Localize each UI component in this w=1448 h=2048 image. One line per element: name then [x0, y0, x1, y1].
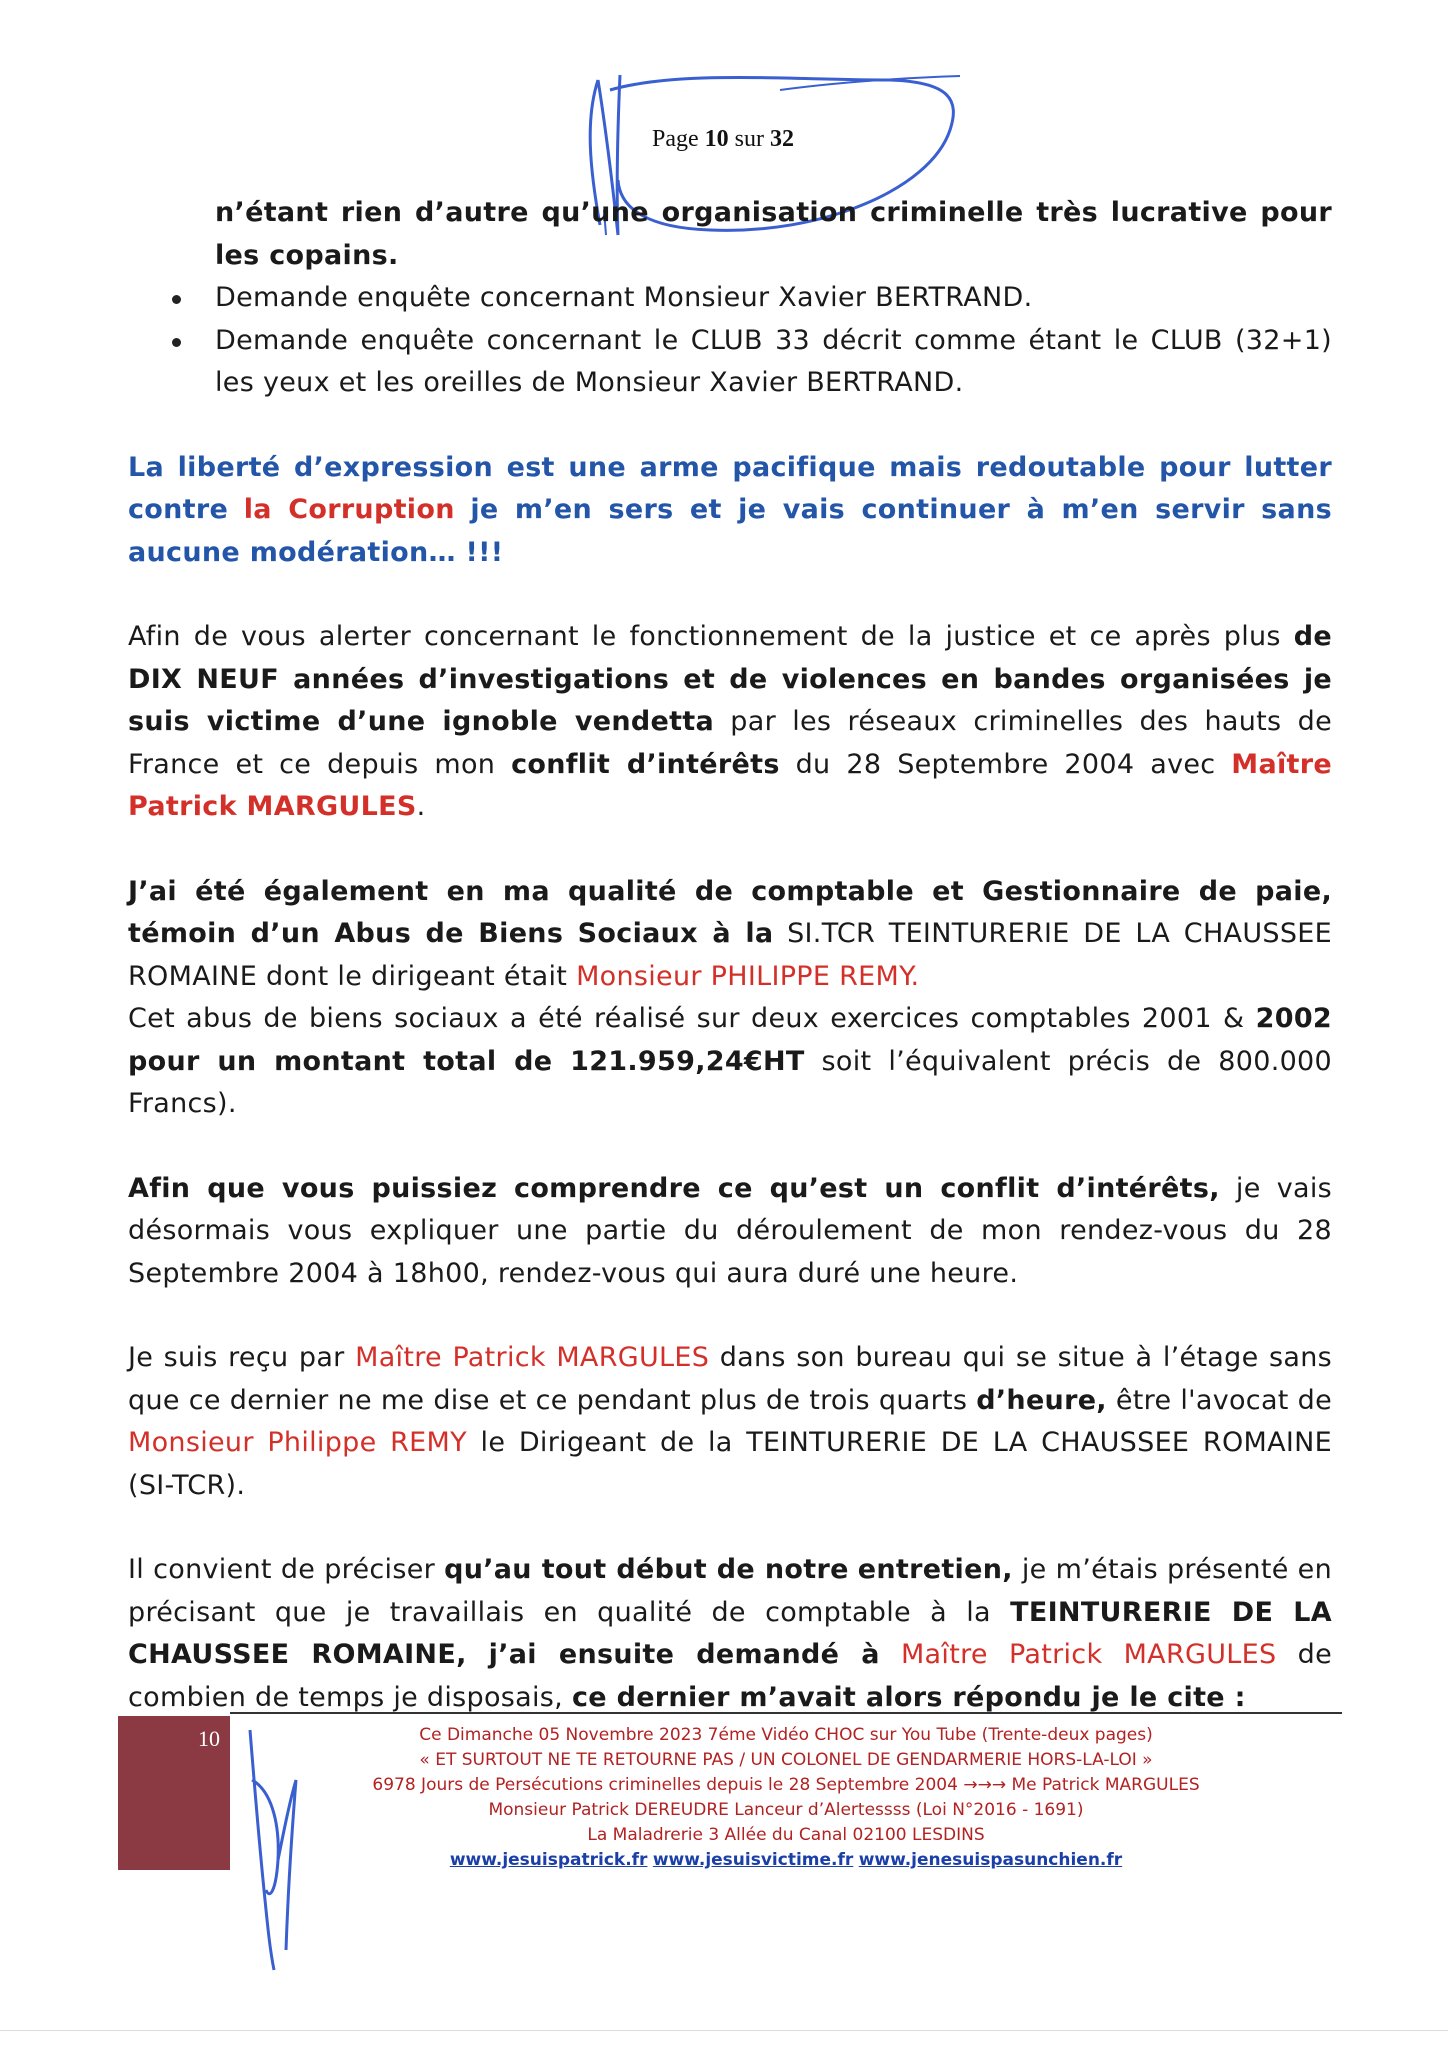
list-item: Demande enquête concernant Monsieur Xavier BERTRAND. — [128, 277, 1332, 320]
page-label: Page — [652, 126, 699, 152]
page-sep: sur — [734, 126, 764, 152]
continuation-text-2: copains. — [269, 239, 399, 271]
liberty-text-1: La liberté d’expression est une arme pacifique mais redoutable pour lutter contre — [128, 451, 1332, 525]
abuse-text-1: Cet abus de biens sociaux a été réalisé sur deux exercices comptables 2001 & — [128, 1003, 1245, 1034]
alert-end: . — [416, 791, 426, 822]
liberty-text-2: je m’en sers et je vais continuer à m’en servir sans aucune modération… !!! — [128, 494, 1332, 568]
final-paragraph — [128, 1549, 1332, 1719]
alert-bold-2: conflit d’intérêts — [511, 748, 780, 780]
page-current: 10 — [704, 126, 729, 152]
footer-page-number: 10 — [198, 1726, 220, 1751]
received-bold: d’heure, — [976, 1384, 1107, 1416]
footer-line-1: Ce Dimanche 05 Novembre 2023 7éme Vidéo CHOC sur You Tube (Trente-deux pages) — [419, 1725, 1153, 1745]
conflict-bold: Afin que vous puissiez comprendre ce qu’est un conflit d’intérêts, — [128, 1172, 1220, 1204]
received-text-1: Je suis reçu par — [128, 1342, 345, 1373]
conflict-paragraph — [128, 1168, 1332, 1296]
footer-line-5: La Maladrerie 3 Allée du Canal 02100 LESDINS — [587, 1825, 985, 1845]
abuse-text-2: soit l’équivalent précis de 800.000 Francs). — [128, 1045, 1333, 1119]
final-name: Maître Patrick MARGULES — [900, 1639, 1277, 1670]
footer — [230, 1723, 1342, 1873]
liberty-paragraph — [128, 447, 1332, 575]
footer-divider — [230, 1712, 1342, 1714]
final-text-1: Il convient de préciser — [128, 1554, 436, 1585]
link-jenesuispasunchien[interactable]: www.jenesuispasunchien.fr — [858, 1850, 1123, 1870]
alert-text-3: du 28 Septembre 2004 avec — [795, 748, 1216, 780]
footer-links — [230, 1848, 1342, 1873]
footer-line-2: « ET SURTOUT NE TE RETOURNE PAS / UN COLONEL DE GENDARMERIE HORS-LA-LOI » — [419, 1750, 1153, 1770]
received-name-1: Maître Patrick MARGULES — [355, 1342, 710, 1373]
alert-text-1: Afin de vous alerter concernant le fonctionnement de la justice et ce après plus — [128, 621, 1281, 652]
received-text-2: dans son bureau qui se situe à l’étage sans que ce dernier ne me dise et ce pendant plus de trois quarts — [128, 1342, 1332, 1416]
abuse-bold: 2002 pour un montant total de 121.959,24€HT — [128, 1003, 1332, 1077]
page-bottom-rule — [0, 2030, 1448, 2031]
witness-bold: J’ai été également en ma qualité de comptable et Gestionnaire de paie, témoin d’un Abus de Biens Sociaux à la — [128, 875, 1332, 949]
document-body — [128, 192, 1332, 1719]
alert-bold: de DIX NEUF années d’investigations et de violences en bandes organisées je suis victime d’une ignoble vendetta — [128, 621, 1332, 737]
received-paragraph — [128, 1337, 1332, 1507]
footer-line-4: Monsieur Patrick DEREUDRE Lanceur d’Alertessss (Loi N°2016 - 1691) — [488, 1800, 1084, 1820]
final-bold-3: TEINTURERIE DE LA CHAUSSEE ROMAINE, j’ai ensuite demandé à — [128, 1596, 1332, 1670]
final-bold-2: entretien, — [857, 1554, 1013, 1585]
alert-name: Maître Patrick MARGULES — [128, 748, 1332, 822]
continuation-text-1: n’étant rien d’autre qu’une organisation criminelle très lucrative pour les — [215, 197, 1332, 271]
received-text-3: être l'avocat de — [1115, 1384, 1332, 1416]
final-bold-1: qu’au tout début de notre — [444, 1554, 849, 1585]
footer-page-box — [118, 1716, 230, 1870]
page-total: 32 — [770, 126, 794, 152]
alert-paragraph — [128, 616, 1332, 829]
continuation-line — [215, 192, 1332, 277]
link-jesuispatrick[interactable]: www.jesuispatrick.fr — [449, 1850, 648, 1870]
final-text-3: de combien de temps je disposais, — [128, 1639, 1332, 1713]
abuse-paragraph — [128, 998, 1332, 1126]
liberty-corruption: la Corruption — [243, 494, 455, 525]
list-item: Demande enquête concernant le CLUB 33 décrit comme étant le CLUB (32+1) les yeux et les oreilles de Monsieur Xavier BERTRAND. — [128, 320, 1332, 405]
received-text-4: le Dirigeant de la TEINTURERIE DE LA CHAUSSEE ROMAINE (SI-TCR). — [128, 1427, 1332, 1501]
received-name-2: Monsieur Philippe REMY — [128, 1427, 467, 1458]
alert-text-2: par les réseaux criminelles des hauts de France et ce depuis mon — [128, 706, 1332, 780]
footer-line-3: 6978 Jours de Persécutions criminelles depuis le 28 Septembre 2004 →→→ Me Patrick MARGULES — [372, 1775, 1200, 1795]
page-number-header — [652, 126, 794, 153]
bullet-list — [128, 277, 1332, 405]
final-bold-4: ce dernier m’avait alors répondu je le cite : — [571, 1681, 1246, 1713]
witness-name: Monsieur PHILIPPE REMY. — [576, 960, 920, 992]
conflict-text: je vais désormais vous expliquer une partie du déroulement de mon rendez-vous du 28 Septembre 2004 à 18h00, rendez-vous qui aura duré une heure. — [128, 1172, 1332, 1289]
final-text-2: je m’étais présenté en précisant que je travaillais en qualité de comptable à la — [128, 1554, 1333, 1628]
witness-text: SI.TCR TEINTURERIE DE LA CHAUSSEE ROMAINE dont le dirigeant était — [128, 918, 1332, 992]
witness-paragraph — [128, 871, 1332, 999]
link-jesuisvictime[interactable]: www.jesuisvictime.fr — [652, 1850, 854, 1870]
